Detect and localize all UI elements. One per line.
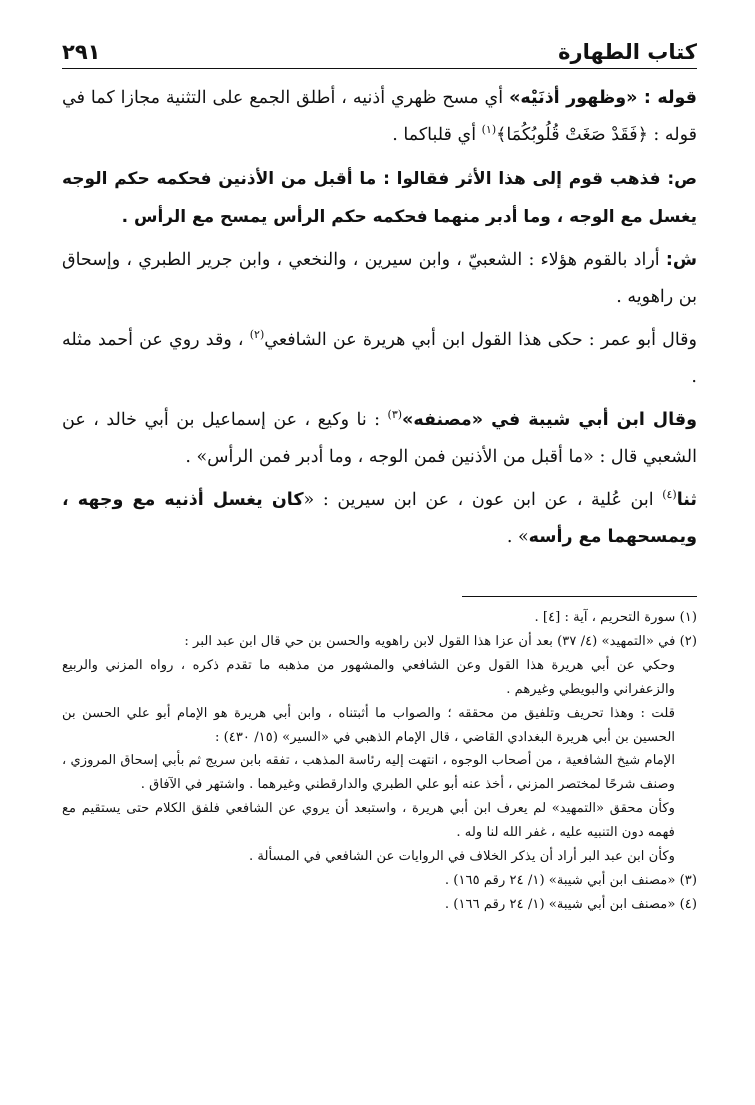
footnote-2: (٢) في «التمهيد» (٤/ ٣٧) بعد أن عزا هذا القول لابن راهويه والحسن بن حي قال ابن عبد البر : (184, 633, 697, 649)
lemma-label: قوله : «وظهور أذنَيْه» (509, 88, 697, 108)
footnote-4: (٤) «مصنف ابن أبي شيبة» (١/ ٢٤ رقم ١٦٦) . (444, 896, 697, 912)
paragraph-text: ، وقد روي عن أحمد مثله . (62, 330, 697, 387)
paragraph-5 (62, 402, 697, 476)
running-title: كتاب الطهارة (558, 40, 697, 64)
paragraph-text: » . (506, 527, 529, 547)
paragraph-text: وقال أبو عمر : حكى هذا القول ابن أبي هريرة عن الشافعي (264, 330, 697, 350)
header-rule (62, 68, 697, 69)
paragraph-text: : نا وكيع ، عن إسماعيل بن أبي خالد ، عن الشعبي قال : «ما أقبل من الأذنين فمن الوجه ، وما أدبر فمن الرأس» . (62, 410, 697, 467)
footnote-2-continued: الإمام شيخ الشافعية ، من أصحاب الوجوه ، انتهت إليه رئاسة المذهب ، تفقه بابن سريج ثم بأبي إسحاق المروزي ، وصنف شرحًا لمختصر المزني ، أخذ عنه أبو علي الطبري والدارقطني وغيرهما . واشتهر في الآفاق . (62, 753, 675, 793)
footnote-ref-2: (٢) (249, 328, 265, 342)
paragraph-text: أي مسح ظهري أذنيه ، أطلق الجمع على التثنية مجازا كما في قوله : ﴿فَقَدْ صَغَتْ قُلُوبُكُمَا﴾ (62, 88, 697, 145)
footnote-2-continued: وكأن محقق «التمهيد» لم يعرف ابن أبي هريرة ، واستبعد أن يروي عن الشافعي فلفق الكلام حتى يستقيم مع فهمه دون التنبيه عليه ، غفر الله لنا وله . (62, 801, 675, 841)
paragraph-3 (62, 242, 697, 316)
paragraph-1 (62, 80, 697, 154)
footnotes (62, 606, 697, 917)
isnad-label: ثنا (676, 490, 697, 510)
page-number: ٢٩١ (62, 40, 101, 64)
footnote-2-continued: وحكي عن أبي هريرة هذا القول وعن الشافعي والمشهور من مذهبه ما تقدم ذكره ، رواه المزني والربيع والزعفراني والبويطي وغيرهم . (62, 657, 675, 697)
paragraph-text: أراد بالقوم هؤلاء : الشعبيّ ، وابن سيرين ، والنخعي ، وابن جرير الطبري ، وإسحاق بن راهويه . (62, 250, 697, 307)
footnote-ref-4: (٤) (662, 488, 677, 502)
paragraph-text: أي قلباكما . (392, 125, 482, 145)
quoted-text: كان يغسل أذنيه مع وجهه ، ويمسحهما مع رأسه (62, 490, 697, 547)
source-label: وقال ابن أبي شيبة في «مصنفه» (402, 410, 697, 430)
paragraph-2-matn: ص: فذهب قوم إلى هذا الأثر فقالوا : ما أقبل من الأذنين فحكمه حكم الوجه يغسل مع الوجه ، وما أدبر منهما فحكمه حكم الرأس يمسح مع الرأس . (62, 169, 697, 227)
footnote-1: (١) سورة التحريم ، آية : [٤] . (534, 610, 697, 625)
paragraph-6 (62, 482, 697, 556)
footnote-2-continued: قلت : وهذا تحريف وتلفيق من محققه ؛ والصواب ما أثبتناه ، وابن أبي هريرة هو الإمام أبو علي الحسن بن الحسين بن أبي هريرة البغدادي القاضي ، قال الإمام الذهبي في «السير» (١٥/ ٤٣٠) : (62, 705, 675, 745)
footnote-ref-1: (١) (481, 123, 497, 137)
paragraph-text: ابن عُلية ، عن ابن عون ، عن ابن سيرين : « (303, 490, 663, 510)
footnote-2-continued: وكأن ابن عبد البر أراد أن يذكر الخلاف في الروايات عن الشافعي في المسألة . (249, 849, 675, 865)
footnote-ref-3: (٣) (387, 408, 403, 422)
footnote-separator (462, 596, 697, 597)
paragraph-4 (62, 322, 697, 396)
sharh-label: ش: (665, 250, 697, 270)
page-header (62, 30, 697, 64)
main-text (62, 80, 697, 562)
footnote-3: (٣) «مصنف ابن أبي شيبة» (١/ ٢٤ رقم ١٦٥) . (444, 872, 697, 888)
